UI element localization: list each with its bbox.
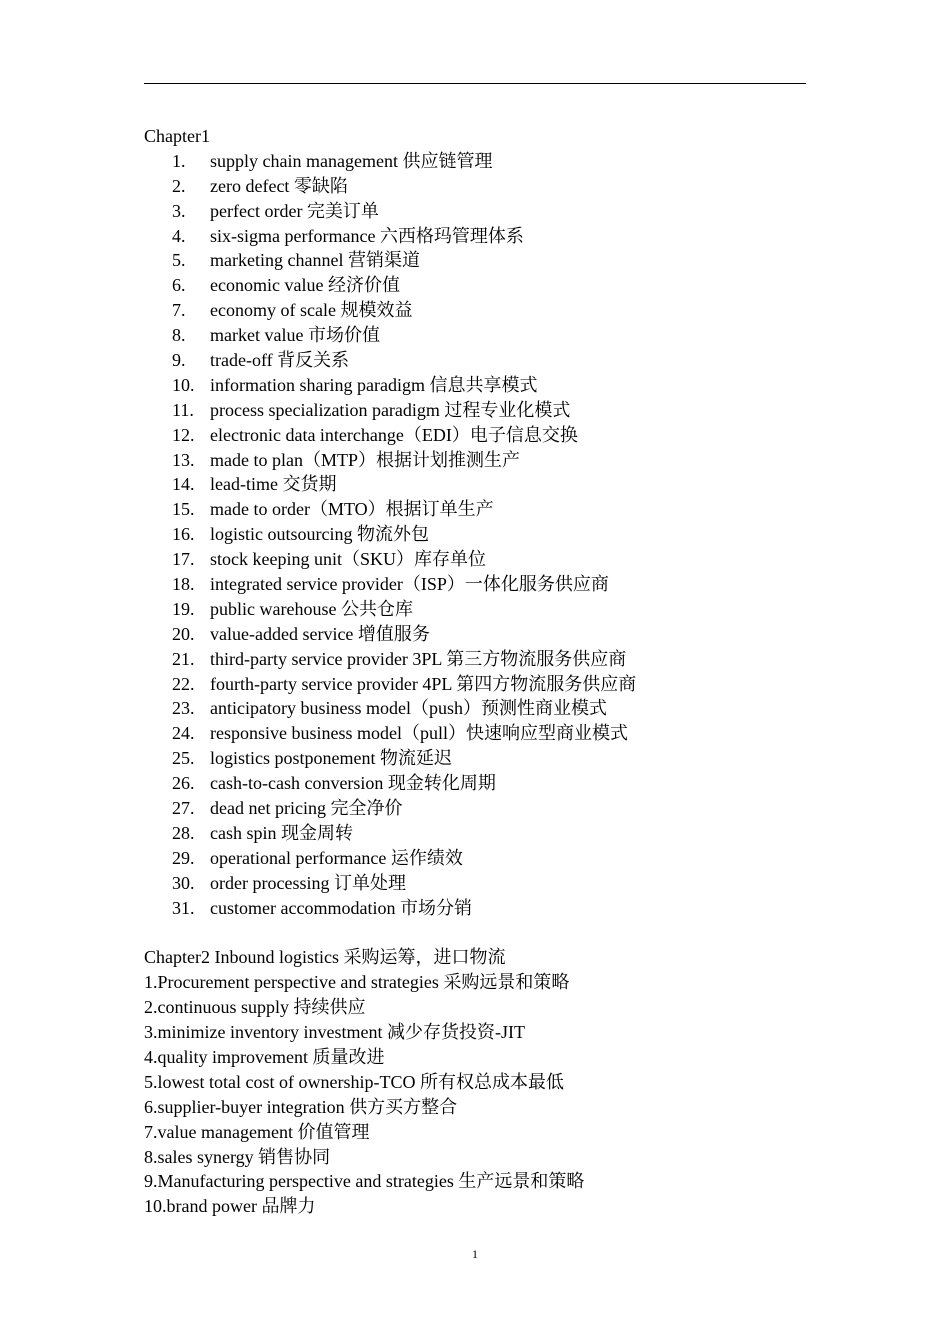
list-item-text: information sharing paradigm 信息共享模式 [210, 374, 538, 395]
list-item-number: 19. [172, 598, 195, 619]
list-item [144, 423, 806, 448]
list-item [144, 746, 806, 771]
chapter2-term-list [144, 970, 806, 1219]
document-body [144, 124, 806, 1219]
list-item-text: fourth-party service provider 4PL 第四方物流服务供应商 [210, 673, 637, 694]
list-item [144, 796, 806, 821]
list-item [144, 448, 806, 473]
list-item-text: order processing 订单处理 [210, 872, 406, 893]
list-item [144, 896, 806, 921]
list-item [144, 174, 806, 199]
list-item-text: trade-off 背反关系 [210, 350, 350, 371]
chapter1-term-list [144, 149, 806, 921]
list-item-number: 17. [172, 549, 195, 570]
list-item-text: customer accommodation 市场分销 [210, 897, 472, 918]
list-item-text: responsive business model（pull）快速响应型商业模式 [210, 723, 628, 744]
list-item-text: logistics postponement 物流延迟 [210, 748, 452, 769]
list-item [144, 149, 806, 174]
list-item-text: dead net pricing 完全净价 [210, 798, 403, 819]
list-item [144, 273, 806, 298]
list-item [144, 398, 806, 423]
list-item [144, 672, 806, 697]
list-item-text: integrated service provider（ISP）一体化服务供应商 [210, 574, 609, 595]
list-item-number: 24. [172, 723, 195, 744]
list-item-number: 6. [172, 275, 186, 296]
list-item-text: economic value 经济价值 [210, 275, 400, 296]
list-item: 4.quality improvement 质量改进 [144, 1046, 385, 1067]
list-item: 9.Manufacturing perspective and strategies 生产远景和策略 [144, 1171, 585, 1192]
list-item-text: made to plan（MTP）根据计划推测生产 [210, 449, 520, 470]
list-item-number: 11. [172, 399, 194, 420]
list-item [144, 248, 806, 273]
section-gap [144, 921, 806, 946]
list-item [144, 647, 806, 672]
list-item [144, 323, 806, 348]
list-item-number: 28. [172, 822, 195, 843]
list-item [144, 572, 806, 597]
list-item-number: 5. [172, 250, 186, 271]
list-item [144, 871, 806, 896]
list-item-text: public warehouse 公共仓库 [210, 598, 413, 619]
list-item-text: lead-time 交货期 [210, 474, 337, 495]
list-item-number: 25. [172, 748, 195, 769]
list-item [144, 199, 806, 224]
list-item-text: market value 市场价值 [210, 325, 380, 346]
list-item-number: 14. [172, 474, 195, 495]
list-item [144, 547, 806, 572]
list-item-number: 8. [172, 325, 186, 346]
list-item-number: 1. [172, 150, 186, 171]
list-item-number: 31. [172, 897, 195, 918]
list-item [144, 696, 806, 721]
list-item-number: 10. [172, 374, 195, 395]
list-item-number: 20. [172, 623, 195, 644]
list-item: 6.supplier-buyer integration 供方买方整合 [144, 1096, 458, 1117]
list-item-number: 16. [172, 524, 195, 545]
list-item-number: 29. [172, 847, 195, 868]
list-item-text: made to order（MTO）根据订单生产 [210, 499, 494, 520]
list-item: 5.lowest total cost of ownership-TCO 所有权总成本最低 [144, 1071, 564, 1092]
list-item [144, 821, 806, 846]
list-item-text: cash-to-cash conversion 现金转化周期 [210, 773, 496, 794]
list-item-text: electronic data interchange（EDI）电子信息交换 [210, 424, 578, 445]
list-item [144, 298, 806, 323]
list-item-number: 3. [172, 200, 186, 221]
list-item-text: economy of scale 规模效益 [210, 300, 413, 321]
chapter2-heading: Chapter2 Inbound logistics 采购运筹，进口物流 [144, 947, 506, 968]
list-item-number: 9. [172, 350, 186, 371]
list-item [144, 497, 806, 522]
list-item [144, 472, 806, 497]
list-item-number: 13. [172, 449, 195, 470]
list-item [144, 721, 806, 746]
header-rule [144, 83, 806, 84]
list-item-text: logistic outsourcing 物流外包 [210, 524, 429, 545]
list-item-number: 2. [172, 175, 186, 196]
list-item [144, 771, 806, 796]
list-item-text: third-party service provider 3PL 第三方物流服务供应商 [210, 648, 627, 669]
list-item-text: cash spin 现金周转 [210, 822, 353, 843]
list-item [144, 348, 806, 373]
list-item-number: 4. [172, 225, 186, 246]
list-item-number: 23. [172, 698, 195, 719]
list-item-number: 27. [172, 798, 195, 819]
list-item-number: 22. [172, 673, 195, 694]
list-item [144, 846, 806, 871]
list-item [144, 622, 806, 647]
list-item-text: perfect order 完美订单 [210, 200, 379, 221]
list-item-text: operational performance 运作绩效 [210, 847, 463, 868]
list-item-number: 26. [172, 773, 195, 794]
list-item-text: marketing channel 营销渠道 [210, 250, 420, 271]
chapter1-heading: Chapter1 [144, 126, 210, 146]
list-item-text: supply chain management 供应链管理 [210, 150, 493, 171]
list-item [144, 373, 806, 398]
list-item-number: 12. [172, 424, 195, 445]
list-item-text: value-added service 增值服务 [210, 623, 430, 644]
list-item [144, 522, 806, 547]
page-number: 1 [472, 1247, 478, 1261]
list-item: 3.minimize inventory investment 减少存货投资-JIT [144, 1022, 525, 1043]
list-item-number: 30. [172, 872, 195, 893]
list-item-text: anticipatory business model（push）预测性商业模式 [210, 698, 607, 719]
list-item-text: process specialization paradigm 过程专业化模式 [210, 399, 571, 420]
list-item-text: stock keeping unit（SKU）库存单位 [210, 549, 486, 570]
list-item-text: zero defect 零缺陷 [210, 175, 348, 196]
list-item [144, 224, 806, 249]
list-item [144, 597, 806, 622]
list-item: 10.brand power 品牌力 [144, 1196, 316, 1217]
list-item-number: 21. [172, 648, 195, 669]
list-item-text: six-sigma performance 六西格玛管理体系 [210, 225, 524, 246]
list-item-number: 7. [172, 300, 186, 321]
list-item: 1.Procurement perspective and strategies 采购远景和策略 [144, 972, 570, 993]
list-item: 8.sales synergy 销售协同 [144, 1146, 331, 1167]
list-item-number: 15. [172, 499, 195, 520]
list-item: 7.value management 价值管理 [144, 1121, 370, 1142]
list-item: 2.continuous supply 持续供应 [144, 997, 366, 1018]
list-item-number: 18. [172, 574, 195, 595]
